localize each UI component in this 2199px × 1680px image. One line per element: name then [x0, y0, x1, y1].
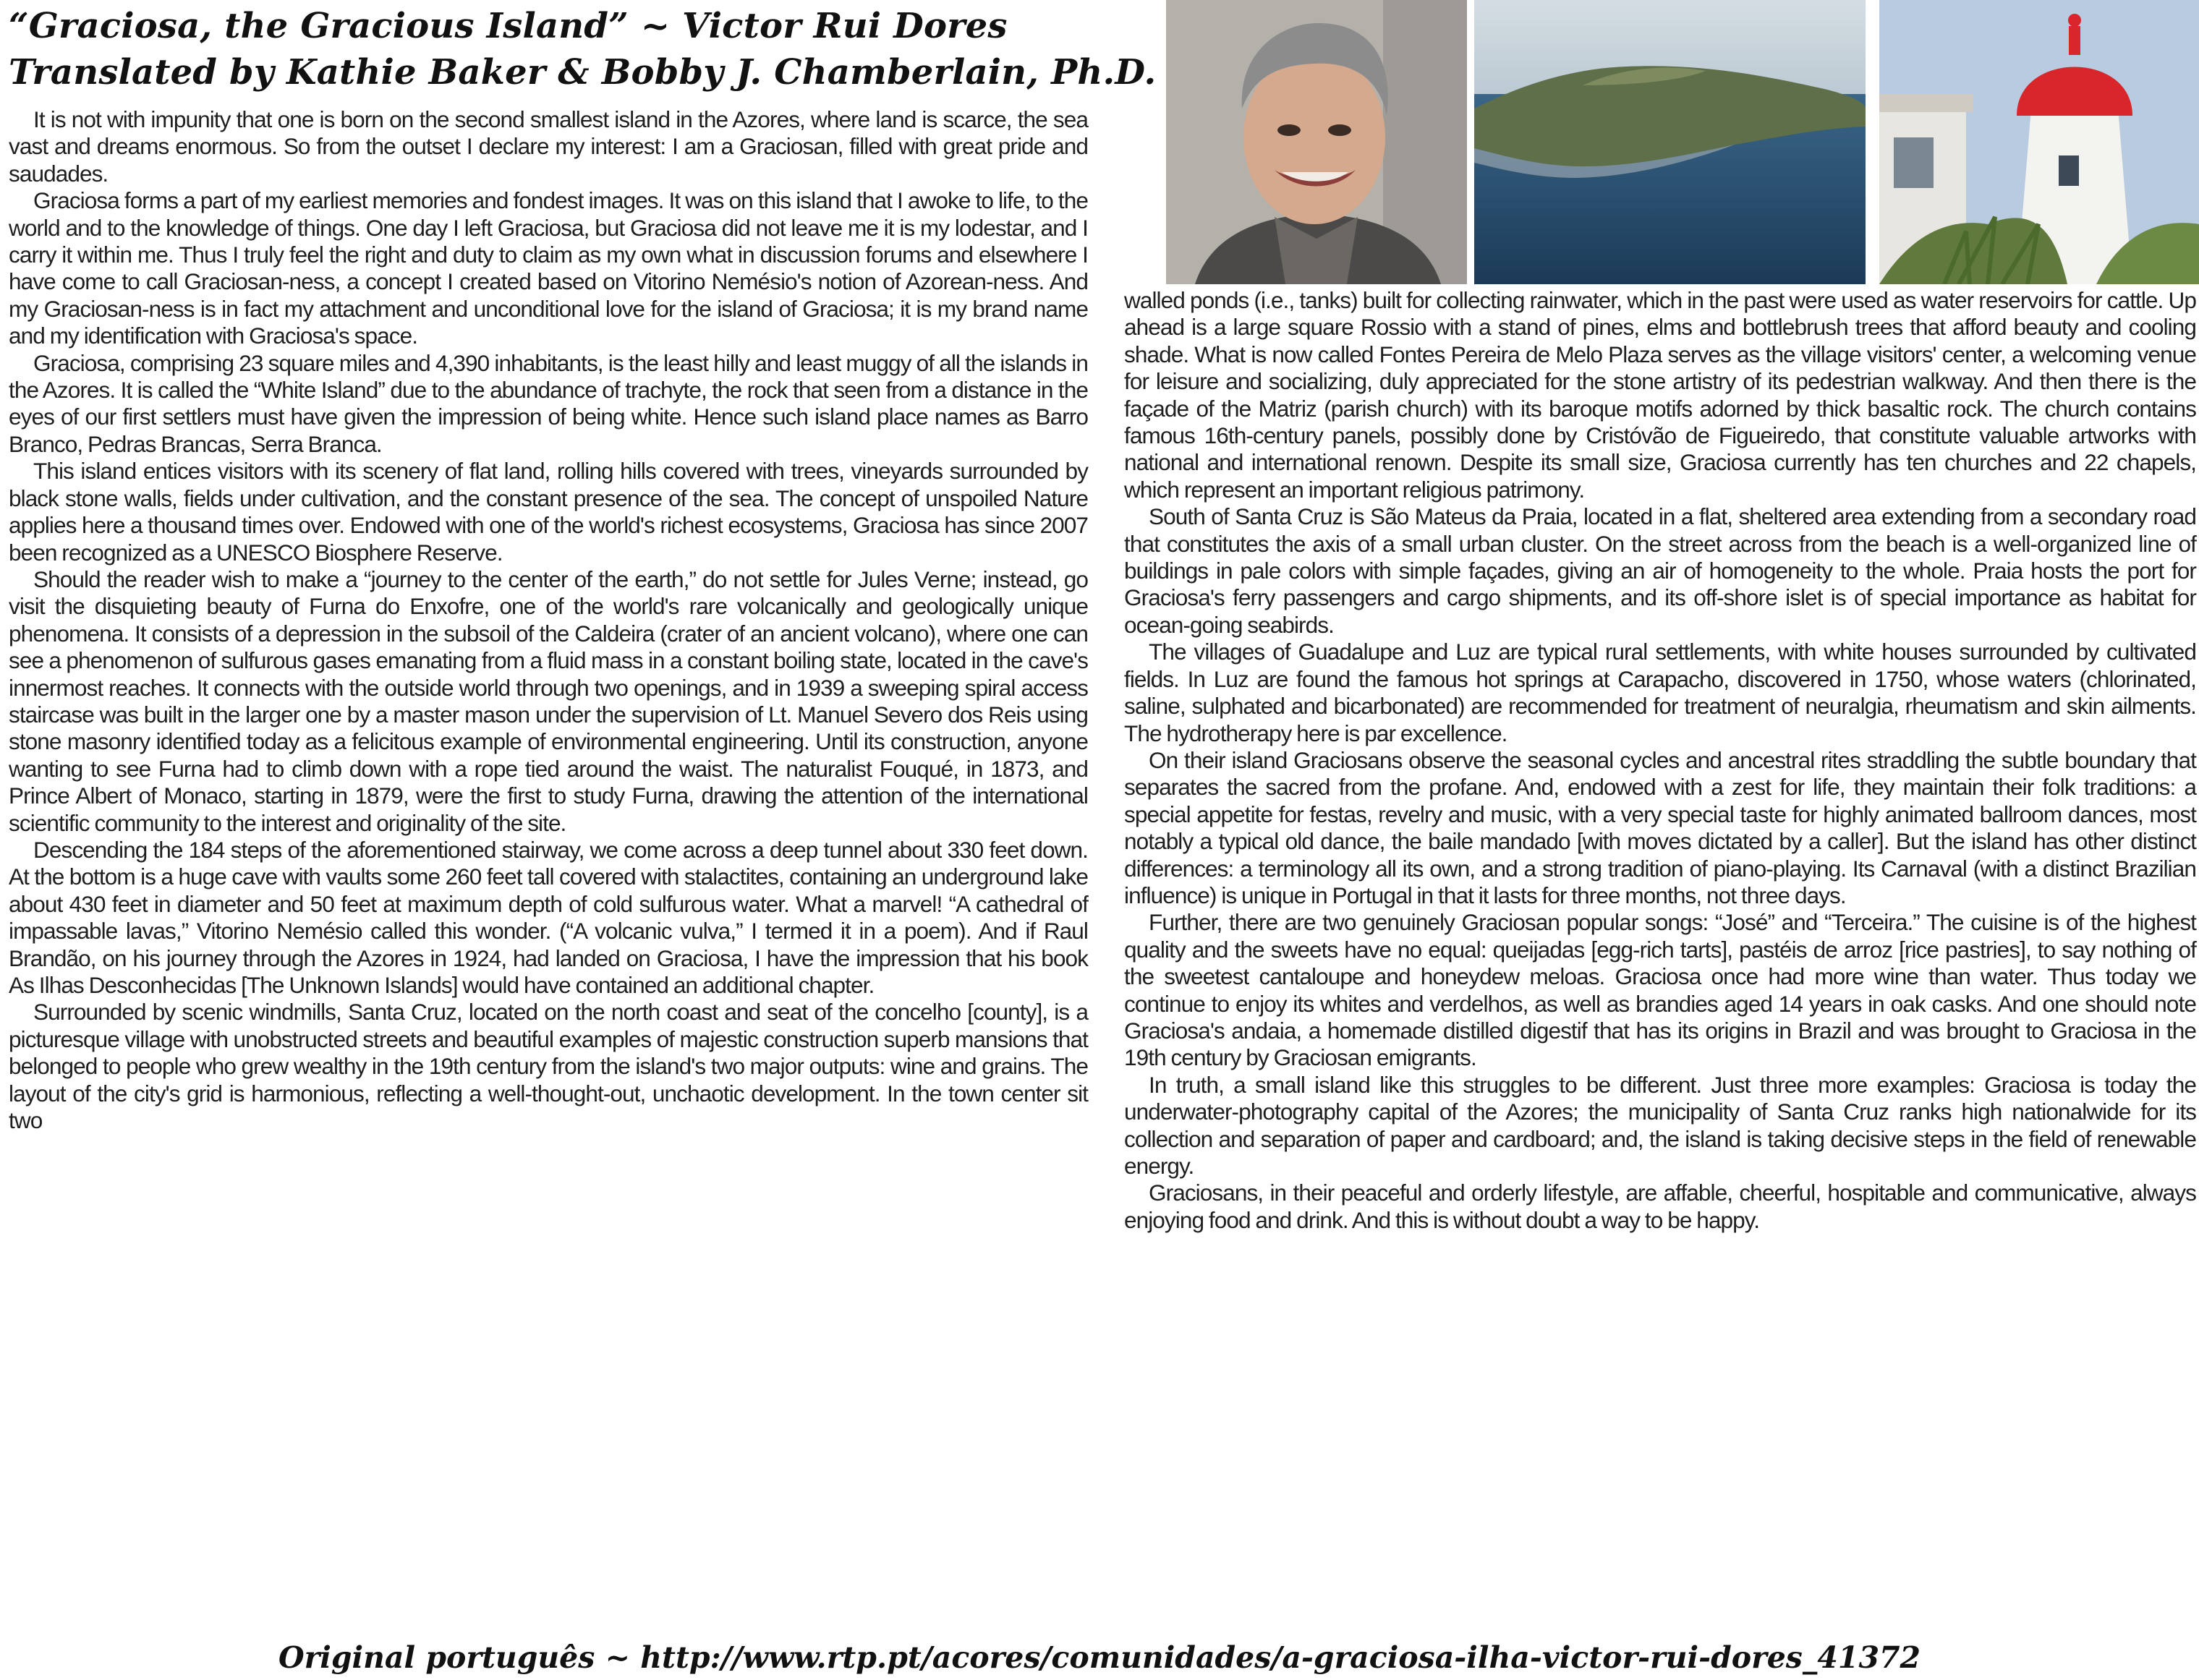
paragraph: South of Santa Cruz is São Mateus da Praia, located in a flat, sheltered area extending from a secondary road that constitutes the axis of a small urban cluster. On the street across from the beach is a well-organized line of buildings in pale colors with simple façades, giving an air of homogeneity to the whole. Praia hosts the port for Graciosa's ferry passengers and cargo shipments, and its off-shore islet is of special importance as habitat for ocean-going seabirds. [1124, 503, 2196, 638]
article-title: “Graciosa, the Gracious Island” ~ Victor Rui Dores [9, 6, 1008, 46]
paragraph: Further, there are two genuinely Graciosan popular songs: “José” and “Terceira.” The cuisine is of the highest quality and the sweets have no equal: queijadas [egg-rich tarts], pastéis de arroz [rice pastries], to say nothing of the sweetest cantaloupe and honeydew meloas. Graciosa once had more wine than water. Thus today we continue to enjoy its whites and verdelhos, as well as brandies aged 14 years in oak casks. And one should note Graciosa's andaia, a homemade distilled digestif that has its origins in Brazil and was brought to Graciosa in the 19th century by Graciosan emigrants. [1124, 909, 2196, 1071]
author-portrait-photo [1166, 0, 1467, 284]
paragraph: Graciosans, in their peaceful and orderly lifestyle, are affable, cheerful, hospitable and communicative, always enjoying food and drink. And this is without doubt a way to be happy. [1124, 1180, 2196, 1233]
paragraph: Graciosa forms a part of my earliest memories and fondest images. It was on this island that I awoke to life, to the world and to the knowledge of things. One day I left Graciosa, but Graciosa did not leave me it is my lodestar, and I carry it within me. Thus I truly feel the right and duty to claim as my own what in discussion forums and elsewhere I have come to call Graciosan-ness, a concept I created based on Vitorino Nemésio's notion of Azorean-ness. And my Graciosan-ness is in fact my attachment and unconditional love for the island of Graciosa; it is my brand name and my identification with Graciosa's space. [9, 187, 1088, 349]
island-aerial-photo [1474, 0, 1866, 284]
paragraph: Graciosa, comprising 23 square miles and 4,390 inhabitants, is the least hilly and least muggy of all the islands in the Azores. It is called the “White Island” due to the abundance of trachyte, the rock that seen from a distance in the eyes of our first settlers must have given the impression of being white. Hence such island place names as Barro Branco, Pedras Brancas, Serra Branca. [9, 349, 1088, 457]
paragraph: It is not with impunity that one is born on the second smallest island in the Azores, where land is scarce, the sea vast and dreams enormous. So from the outset I declare my interest: I am a Graciosan, filled with great pride and saudades. [9, 106, 1088, 187]
article-column-right [1124, 287, 2196, 1234]
paragraph: On their island Graciosans observe the seasonal cycles and ancestral rites straddling the subtle boundary that separates the sacred from the profane. And, endowed with a zest for life, they maintain their folk traditions: a special appetite for festas, revelry and music, with a very special taste for highly animated ballroom dances, most notably a typical old dance, the baile mandado [with moves dictated by a caller]. But the island has other distinct differences: a terminology all its own, and a strong tradition of piano-playing. Its Carnaval (with a distinct Brazilian influence) is unique in Portugal in that it lasts for three months, not three days. [1124, 746, 2196, 908]
source-link-footer: Original português ~ http://www.rtp.pt/acores/comunidades/a-graciosa-ilha-victor-rui-dores_41372 [278, 1640, 1921, 1675]
article-header [9, 3, 1166, 95]
article-byline: Translated by Kathie Baker & Bobby J. Chamberlain, Ph.D. [9, 52, 1157, 93]
windmill-photo [1879, 0, 2199, 284]
article-column-left [9, 106, 1088, 1134]
paragraph: The villages of Guadalupe and Luz are typical rural settlements, with white houses surrounded by cultivated fields. In Luz are found the famous hot springs at Carapacho, discovered in 1750, whose waters (chlorinated, saline, sulphated and bicarbonated) are recommended for treatment of neuralgia, rheumatism and skin ailments. The hydrotherapy here is par excellence. [1124, 639, 2196, 746]
paragraph: Should the reader wish to make a “journey to the center of the earth,” do not settle for Jules Verne; instead, go visit the disquieting beauty of Furna do Enxofre, one of the world's rare volcanically and geologically unique phenomena. It consists of a depression in the subsoil of the Caldeira (crater of an ancient volcano), where one can see a phenomenon of sulfurous gases emanating from a fluid mass in a constant boiling state, located in the cave's innermost reaches. It connects with the outside world through two openings, and in 1939 a sweeping spiral access staircase was built in the larger one by a master mason under the supervision of Lt. Manuel Severo dos Reis using stone masonry identified today as a felicitous example of environmental engineering. Until its construction, anyone wanting to see Furna had to climb down with a rope tied around the waist. The naturalist Fouqué, in 1873, and Prince Albert of Monaco, starting in 1879, were the first to study Furna, drawing the attention of the international scientific community to the interest and originality of the site. [9, 566, 1088, 836]
paragraph: Surrounded by scenic windmills, Santa Cruz, located on the north coast and seat of the concelho [county], is a picturesque village with unobstructed streets and beautiful examples of majestic construction superb mansions that belonged to people who grew wealthy in the 19th century from the island's two major outputs: wine and grains. The layout of the city's grid is harmonious, reflecting a well-thought-out, unchaotic development. In the town center sit two [9, 999, 1088, 1134]
paragraph: Descending the 184 steps of the aforementioned stairway, we come across a deep tunnel about 330 feet down. At the bottom is a huge cave with vaults some 260 feet tall covered with stalactites, containing an underground lake about 430 feet in diameter and 50 feet at maximum depth of cold sulfurous water. What a marvel! “A cathedral of impassable lavas,” Vitorino Nemésio called this wonder. (“A volcanic vulva,” I termed it in a poem). And if Raul Brandão, on his journey through the Azores in 1924, had landed on Graciosa, I have the impression that his book As Ilhas Desconhecidas [The Unknown Islands] would have contained an additional chapter. [9, 836, 1088, 998]
paragraph: In truth, a small island like this struggles to be different. Just three more examples: Graciosa is today the underwater-photography capital of the Azores; the municipality of Santa Cruz ranks high nationalwide for its collection and separation of paper and cardboard; and, the island is taking decisive steps in the field of renewable energy. [1124, 1071, 2196, 1179]
paragraph: This island entices visitors with its scenery of flat land, rolling hills covered with trees, vineyards surrounded by black stone walls, fields under cultivation, and the constant presence of the sea. The concept of unspoiled Nature applies here a thousand times over. Endowed with one of the world's richest ecosystems, Graciosa has since 2007 been recognized as a UNESCO Biosphere Reserve. [9, 458, 1088, 566]
paragraph: walled ponds (i.e., tanks) built for collecting rainwater, which in the past were used as water reservoirs for cattle. Up ahead is a large square Rossio with a stand of pines, elms and bottlebrush trees that afford beauty and cooling shade. What is now called Fontes Pereira de Melo Plaza serves as the village visitors' center, a welcoming venue for leisure and socializing, duly appreciated for the stone artistry of its pedestrian walkway. And then there is the façade of the Matriz (parish church) with its baroque motifs adorned by thick basaltic rock. The church contains famous 16th-century panels, possibly done by Cristóvão de Figueiredo, that constitute valuable artworks with national and international renown. Despite its small size, Graciosa currently has ten churches and 22 chapels, which represent an important religious patrimony. [1124, 287, 2196, 503]
